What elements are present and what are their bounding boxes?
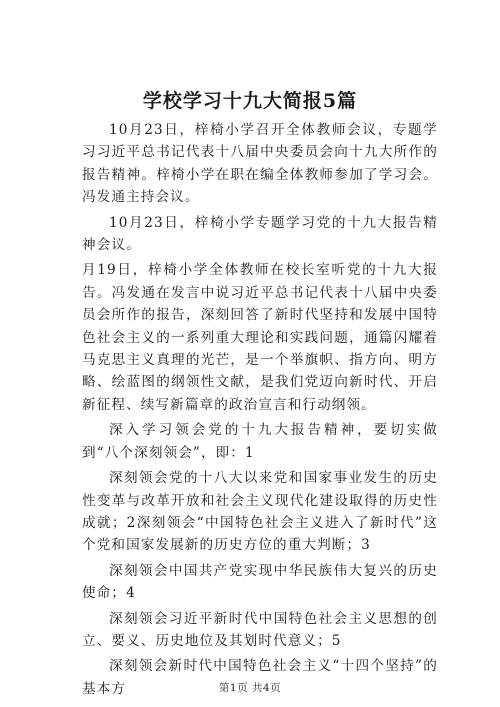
paragraph: 10月23日，梓椅小学专题学习党的十九大报告精神会议。 (82, 214, 438, 254)
paragraph: 深刻领会中国共产党实现中华民族伟大复兴的历史使命；4 (82, 562, 438, 602)
paragraph: 深刻领会党的十八大以来党和国家事业发生的历史性变革与改革开放和社会主义现代化建设取得的历史性成就；2深刻领会“中国特色社会主义进入了新时代”这个党和国家发展新的历史方位的重大判断；3 (82, 470, 438, 554)
document-title: 学校学习十九大简报5篇 (142, 90, 358, 112)
paragraph: 深刻领会习近平新时代中国特色社会主义思想的创立、要义、历史地位及其划时代意义；5 (82, 610, 438, 649)
page-number-footer: 第1页 共4页 (218, 682, 282, 694)
paragraph: 月19日，梓椅小学全体教师在校长室听党的十九大报告。冯发通在发言中说习近平总书记代表十八届中央委员会所作的报告，深刻回答了新时代坚持和发展中国特色社会主义的一系列重大理论和实践问题，通篇闪耀着马克思主义真理的光芒，是一个举旗帜、指方向、明方略、绘蓝图的纲领性文献，是我们党迈向新时代、开启新征程、续写新篇章的政治宣言和行动纲领。 (82, 262, 438, 413)
paragraph: 深入学习领会党的十九大报告精神，要切实做到“八个深刻领会”，即：1 (82, 422, 438, 461)
document-body (82, 119, 438, 703)
paragraph: 深刻领会新时代中国特色社会主义“十四个坚持”的基本方 (82, 658, 438, 697)
paragraph: 10月23日，梓椅小学召开全体教师会议，专题学习习近平总书记代表十八届中央委员会向十九大所作的报告精神。梓椅小学在职在编全体教师参加了学习会。冯发通主持会议。 (82, 122, 438, 206)
